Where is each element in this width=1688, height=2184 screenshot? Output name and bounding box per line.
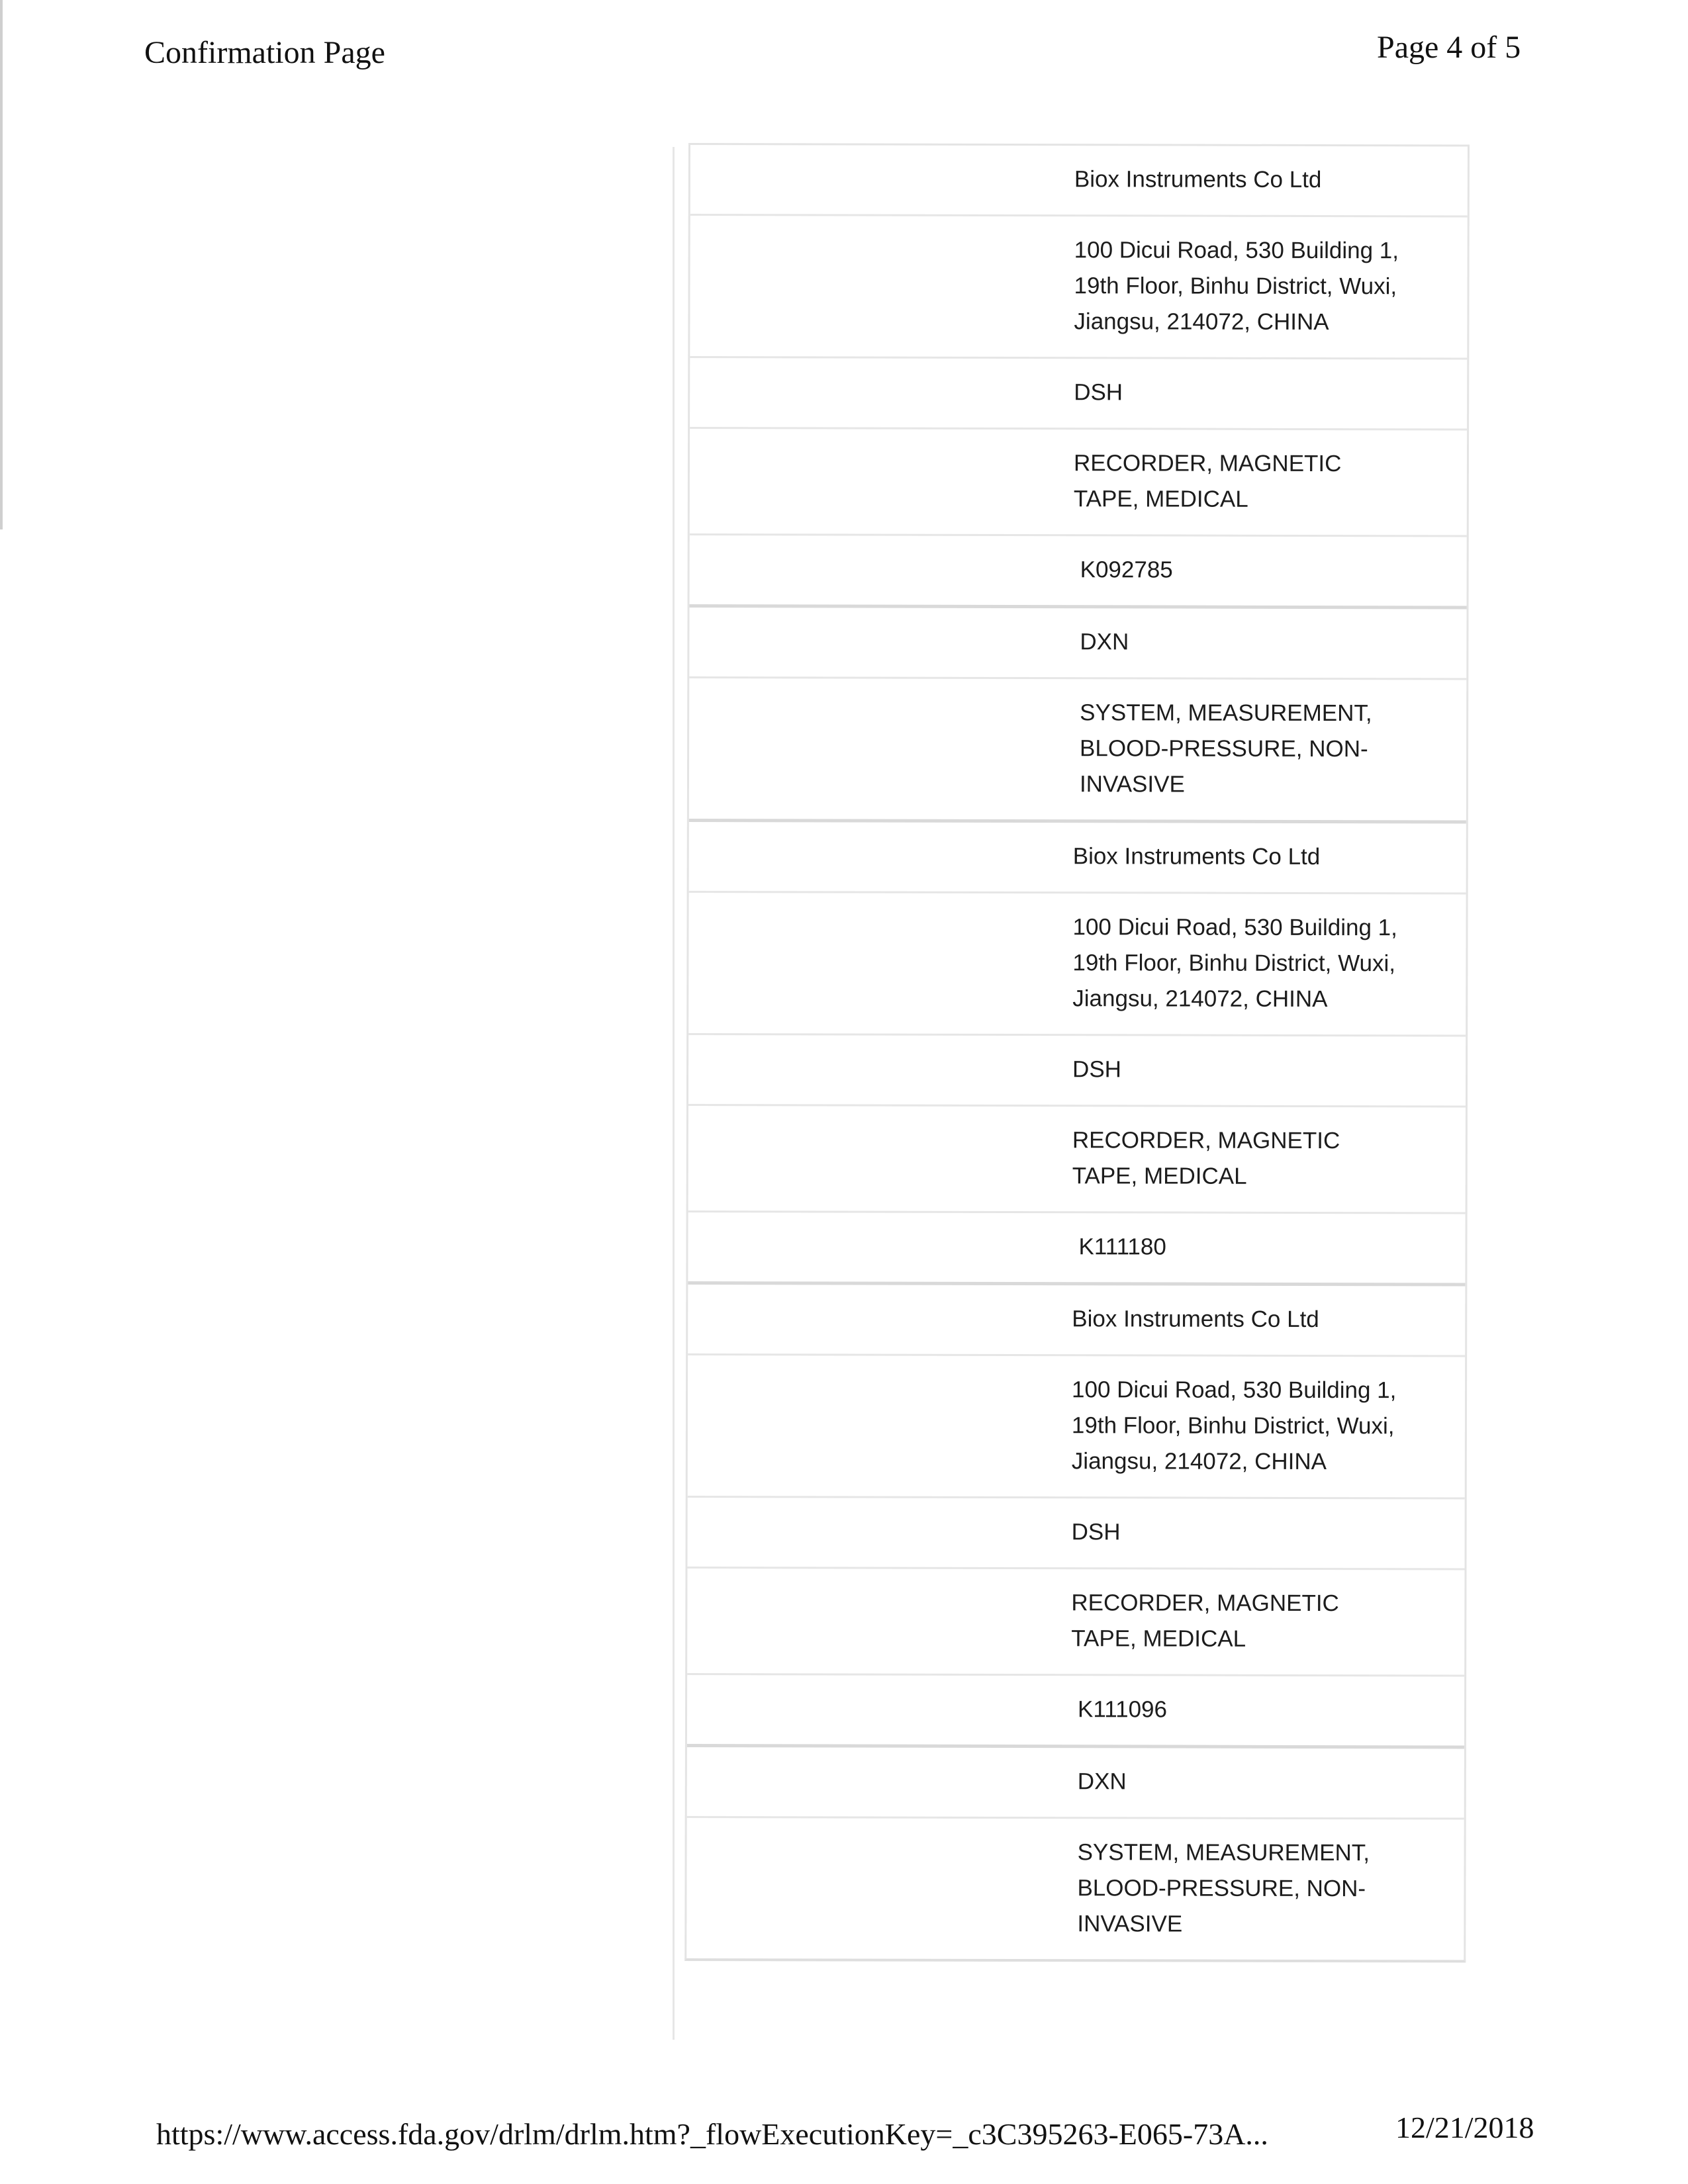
row-value-cell [1072, 1356, 1465, 1497]
table-row [687, 1496, 1464, 1568]
row-value-text: K092785 [1080, 557, 1173, 583]
row-value-text: RECORDER, MAGNETIC TAPE, MEDICAL [1073, 450, 1342, 512]
row-label-cell [690, 535, 1074, 605]
row-label-cell [689, 678, 1073, 819]
table-row [690, 214, 1467, 357]
table-row [687, 1673, 1464, 1745]
row-value-text: SYSTEM, MEASUREMENT, BLOOD-PRESSURE, NON- INVASIVE [1077, 1839, 1370, 1937]
table-row [688, 1210, 1465, 1283]
row-value-cell [1071, 1748, 1464, 1817]
row-value-text: DXN [1077, 1768, 1127, 1795]
row-value-cell [1072, 893, 1466, 1034]
table-row [688, 1281, 1465, 1355]
page-indicator: Page 4 of 5 [1377, 30, 1521, 65]
row-label-cell [687, 1747, 1071, 1817]
row-value-text: DXN [1080, 629, 1129, 655]
table-frame-edge [673, 147, 686, 2040]
row-value-text: RECORDER, MAGNETIC TAPE, MEDICAL [1071, 1590, 1339, 1652]
row-value-cell [1072, 1285, 1465, 1355]
table-row [686, 1816, 1464, 1960]
source-url[interactable]: https://www.access.fda.gov/drlm/drlm.htm?_flowExecutionKey=_c3C395263-E065-73A... [156, 2117, 1268, 2151]
row-label-cell [686, 1818, 1070, 1959]
row-value-text: DSH [1071, 1519, 1121, 1545]
row-value-cell [1074, 146, 1468, 215]
row-label-cell [690, 429, 1074, 534]
print-date: 12/21/2018 [1395, 2111, 1534, 2144]
row-value-text: 100 Dicui Road, 530 Building 1, 19th Floor, Binhu District, Wuxi, Jiangsu, 214072, CHINA [1071, 1377, 1397, 1475]
row-label-cell [688, 1035, 1072, 1105]
row-value-text: DSH [1072, 1056, 1122, 1083]
row-label-cell [687, 1498, 1071, 1567]
row-value-cell [1072, 1036, 1466, 1105]
row-value-text: Biox Instruments Co Ltd [1072, 1306, 1319, 1332]
row-value-text: Biox Instruments Co Ltd [1072, 843, 1321, 870]
row-label-cell [688, 1106, 1072, 1211]
row-value-cell [1074, 216, 1467, 357]
row-value-text: RECORDER, MAGNETIC TAPE, MEDICAL [1072, 1127, 1340, 1189]
row-value-cell [1073, 823, 1466, 892]
table-row [688, 891, 1466, 1034]
row-value-cell [1071, 1569, 1464, 1674]
row-value-cell [1074, 430, 1467, 535]
row-value-cell [1072, 1107, 1466, 1212]
row-value-text: K111180 [1078, 1234, 1166, 1260]
row-value-cell [1071, 1676, 1464, 1745]
row-value-text: K111096 [1078, 1696, 1168, 1723]
row-value-cell [1071, 1498, 1464, 1568]
row-value-cell [1073, 679, 1466, 820]
row-label-cell [690, 216, 1074, 357]
row-label-cell [688, 1285, 1072, 1354]
table-row [687, 1744, 1464, 1817]
page-title: Confirmation Page [144, 35, 385, 70]
row-value-text: 100 Dicui Road, 530 Building 1, 19th Floor, Binhu District, Wuxi, Jiangsu, 214072, CHINA [1074, 237, 1399, 336]
table-row [688, 1353, 1465, 1497]
row-value-cell [1070, 1819, 1464, 1960]
table-row [689, 604, 1466, 678]
table-row [687, 1567, 1464, 1674]
row-value-cell [1073, 608, 1466, 678]
row-label-cell [687, 1569, 1071, 1674]
row-label-cell [688, 1212, 1072, 1282]
row-label-cell [690, 145, 1074, 214]
row-label-cell [688, 893, 1072, 1034]
table-row [689, 819, 1466, 892]
row-label-cell [689, 822, 1073, 891]
scan-edge [0, 0, 3, 529]
row-label-cell [687, 1675, 1071, 1745]
row-value-text: Biox Instruments Co Ltd [1074, 166, 1322, 193]
row-label-cell [690, 358, 1074, 428]
row-value-cell [1074, 536, 1467, 606]
row-value-text: DSH [1074, 379, 1123, 406]
row-value-cell [1072, 1213, 1465, 1283]
table-row [690, 145, 1468, 215]
table-row [690, 533, 1467, 606]
row-value-text: 100 Dicui Road, 530 Building 1, 19th Floor, Binhu District, Wuxi, Jiangsu, 214072, CHINA [1072, 914, 1397, 1013]
row-value-cell [1074, 359, 1467, 428]
table-row [689, 676, 1466, 820]
table-row [690, 356, 1467, 428]
listing-table [684, 143, 1470, 1962]
row-label-cell [688, 1355, 1072, 1496]
row-value-text: SYSTEM, MEASUREMENT, BLOOD-PRESSURE, NON- INVASIVE [1079, 700, 1372, 797]
table-row [688, 1033, 1466, 1105]
row-label-cell [689, 608, 1073, 677]
table-row [688, 1104, 1466, 1212]
table-row [690, 427, 1467, 535]
